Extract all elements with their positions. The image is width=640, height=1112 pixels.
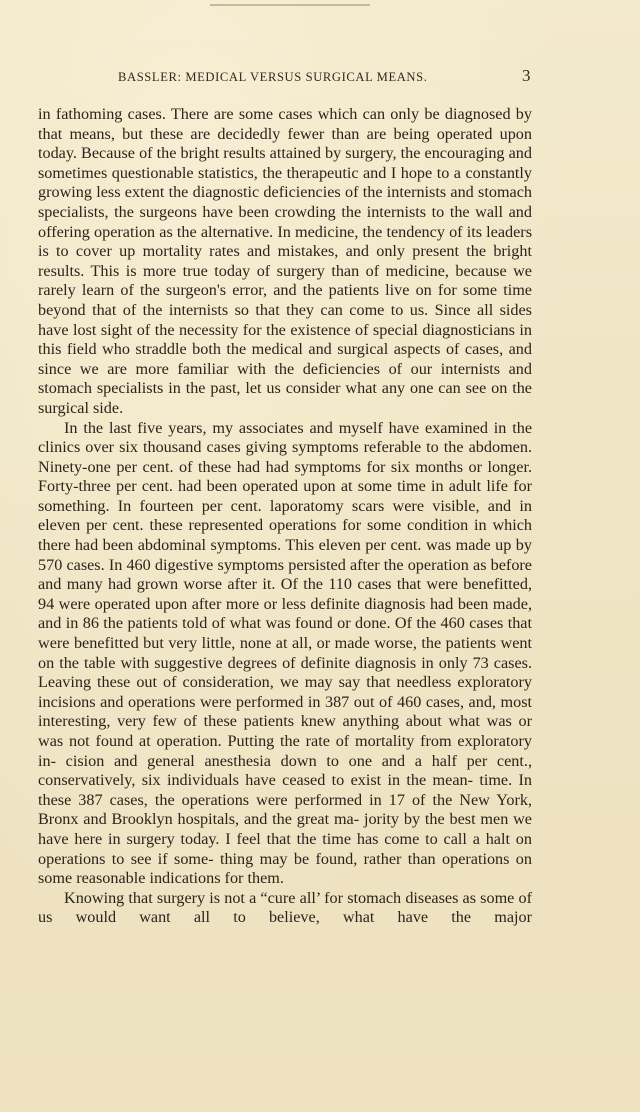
running-head: BASSLER: MEDICAL VERSUS SURGICAL MEANS. (118, 70, 428, 84)
paragraph-1: in fathoming cases. There are some cases which can only be diagnosed by that means, but these are decidedly fewer than are being operated upon today. Because of the bright results attained by surgery, the encouraging and sometimes questionable statistics, the therapeutic and I hope to a constantly growing less extent the diagnostic deficiencies of the internists and stomach specialists, the surgeons have been crowding the internists to the wall and offering operation as the alternative. In medicine, the tendency of its leaders is to cover up mortality rates and mistakes, and only present the bright results. This is more true today of surgery than of medicine, because we rarely learn of the surgeon's error, and the patients live on for some time beyond that of the internists so that they can come to us. Since all sides have lost sight of the necessity for the existence of special diagnosticians in this field who straddle both the medical and surgical aspects of cases, and since we are more familiar with the deficiencies of our internists and stomach specialists in the past, let us consider what any one can see on the surgical side. (38, 105, 532, 417)
paragraph-2: In the last five years, my associates and myself have examined in the clinics over six thousand cases giving symptoms referable to the abdomen. Ninety-one per cent. of these had had symptoms for six months or longer. Forty-three per cent. had been operated upon at some time in adult life for something. In fourteen per cent. laporatomy scars were visible, and in eleven per cent. these represented operations for some condition in which there had been abdominal symptoms. This eleven per cent. was made up by 570 cases. In 460 digestive symptoms persisted after the operation as before and many had grown worse after it. Of the 110 cases that were benefitted, 94 were operated upon after more or less definite diagnosis had been made, and in 86 the patients told of what was found or done. Of the 460 cases that were benefitted but very little, none at all, or made worse, the patients went on the table with suggestive degrees of definite diagnosis in only 73 cases. Leaving these out of consideration, we may say that needless exploratory incisions and operations were performed in 387 out of 460 cases, and, most interesting, very few of these patients knew anything about what was or was not found at operation. Putting the rate of mortality from exploratory in- cision and general anesthesia down to one and a half per cent., conservatively, six individuals have ceased to exist in the mean- time. In these 387 cases, the operations were performed in 17 of the New York, Bronx and Brooklyn hospitals, and the great ma- jority by the best men we have here in surgery today. I feel that the time has come to call a halt on operations to see if some- thing may be found, rather than operations on some reasonable indications for them. (38, 418, 532, 888)
top-edge-rule (210, 4, 370, 6)
paragraph-3: Knowing that surgery is not a “cure all’ for stomach diseases as some of us would want all to believe, what have the major (38, 888, 532, 927)
body-text (38, 105, 532, 928)
page-number: 3 (522, 66, 531, 85)
